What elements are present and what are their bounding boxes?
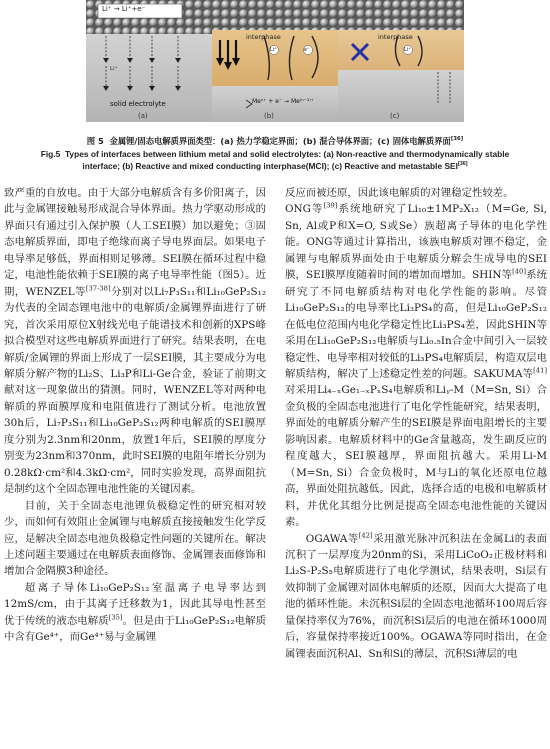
paragraph-text: 超离子导体Li₁₀GeP₂S₁₂室温离子电导率达到12mS/cm，由于其离子迁移数为1，因此其导电性甚至优于传统的液态电解质 <box>4 581 266 627</box>
paragraph <box>4 498 266 580</box>
panel-c-drawing <box>338 0 464 122</box>
paragraph-text: 分别对以Li₇P₃S₁₁和Li₁₀GeP₂S₁₂为代表的全固态锂电池中的电解质/金属锂界面进行了研究，首次采用原位X射线光电子能谱技术和创新的XPS峰拟合模型对这些电解质界面进行了研究。结果表明，在电解质/金属锂的界面上形成了一层SEI膜，其主要成分为电解质分解产物的Li₂S、Li₃P和Li-Ge合金，验证了前期文献对这一现象做出的猜测。同时，WENZEL等对两种电解质的界面膜厚度和电阻值进行了测试分析。电池放置30h后，Li₇P₃S₁₁和Li₁₀GeP₂S₁₂两种电解质的SEI膜厚度分别为2.3nm和20nm，放置1年后，SEI膜的厚度分别变为23nm和370nm，此时SEI膜的电阻年增长分别为0.28kΩ·cm²和4.3kΩ·cm²，同时实验发现，高界面阻抗是制约这个全固态锂电池性能的关键因素。 <box>4 285 266 496</box>
caption-en-text: Types of interfaces between lithium metal and solid electrolytes: (a) Non-reactive and thermodynamically stable interface; (b) Reactive and mixed conducting interphase(MCI); (c) Reactive and metastable SEI <box>64 149 510 171</box>
citation: [37-38] <box>85 284 111 293</box>
solid-electrolyte-layer <box>86 34 212 122</box>
paragraph-text: ONG等 <box>285 203 324 216</box>
panel-a-tag: (a) <box>138 112 148 120</box>
paragraph-text: OGAWA等 <box>305 532 359 545</box>
figure-panel-c <box>338 0 464 122</box>
paragraph-text: 目前，关于全固态电池锂负极稳定性的研究相对较少，而如何有效阻止金属锂与电解质直接接触发生化学反应，是解决全固态电池负极稳定性问题的关键所在。解决上述问题主要通过在电解质表面修饰、金属锂表面修饰和增加合金隔膜3种途径。 <box>4 499 266 578</box>
paragraph-text: 。但是由于Li₁₀GeP₂S₁₂电解质中含有Ge⁴⁺，而Ge⁴⁺易与金属锂 <box>4 614 267 644</box>
figure-caption-english <box>40 149 510 172</box>
paragraph <box>4 185 266 498</box>
paragraph <box>285 185 547 201</box>
figure-panel-a <box>86 0 212 122</box>
figure-5 <box>86 0 464 132</box>
panel-c-tag: (c) <box>390 112 400 120</box>
panel-b-ion-label: Li⁺ <box>270 47 277 53</box>
panel-c-interphase-label: interphase <box>378 33 413 41</box>
panel-a-ion-label: Li⁺ <box>110 66 118 72</box>
caption-cn-ref: [36] <box>450 136 464 143</box>
lithium-metal-layer <box>212 0 338 30</box>
citation: [40] <box>512 267 526 276</box>
paragraph-text: 对采用Li₄₋ₓGe₁₋ₓPₓS₄电解质和Liᵧ-M（M=Sn, Si）合金负极的全固态电池进行了电化学性能研究，结果表明，界面处的电解质分解产生的SEI膜是界面电阻增长的主要影响因素。电解质材料中的Ge含量越高，发生副反应的程度越大，SEI膜越厚，界面阻抗越大。采用Li-M（M=Sn, Si）合金负极时，M与Li的氧化还原电位越高，界面处阻抗越低。因此，选择合适的电极和电解质材料，并优化其组分比例是提高全固态电池性能的关键因素。 <box>285 384 547 529</box>
panel-a-solid-electrolyte-label: solid electrolyte <box>110 100 166 108</box>
caption-cn-text: 金属锂/固态电解质界面类型：(a) 热力学稳定界面；(b) 混合导体界面；(c) 固体电解质界面 <box>109 136 451 146</box>
paragraph-text: 致严重的自放电。由于大部分电解质含有多价阳离子，因此与金属锂接触易形成混合导体界面。热力学驱动形成的界面只有通过引入保护膜（人工SEI膜）加以避免；③固态电解质界面，即电子绝缘而离子导电界面层。如果电子电导率足够低，界面相则足够薄。SEI膜在循环过程中稳定，电池性能依赖于SEI膜的离子电导率性能（图5）。近期，WENZEL等 <box>4 187 266 298</box>
paragraph <box>285 201 547 530</box>
paragraph-text: 采用激光脉冲沉积法在金属Li的表面沉积了一层厚度为20nm的Si，采用LiCoO₂正极材料和Li₂S-P₂S₅电解质进行了电化学测试，结果表明，Si层有效抑制了金属锂对固体电解质的还原，因而大大提高了电池的循环性能。未沉积Si层的全固态电池循环100周后容量保持率仅为76%，而沉积Si层后的电池在循环1000周后，容量保持率接近100%。OGAWA等同时指出，在金属锂表面沉积Al、Sn和Si的薄层，沉积Si薄层的电 <box>285 532 547 660</box>
body-column-left <box>4 185 266 646</box>
solid-electrolyte-layer <box>338 70 464 122</box>
figure-caption-chinese <box>0 135 550 147</box>
citation: [35] <box>108 613 123 622</box>
citation: [39] <box>323 201 338 210</box>
citation: [42] <box>358 531 373 540</box>
panel-b-reaction-label: Meⁿ⁺ + e⁻ → Me⁽ⁿ⁻¹⁾⁺ <box>252 98 314 105</box>
caption-cn-label: 图 5 <box>86 136 104 146</box>
panel-b-interphase-label: interphase <box>246 33 281 41</box>
paragraph <box>285 531 547 663</box>
paragraph-text: 系统研究了不同电解质结构对电化学性能的影响。尽管Li₁₀GeP₂S₁₂的电导率比Li₃PS₄的高，但是Li₁₀GeP₂S₁₂在低电位范围内电化学稳定性比Li₃PS₄差，因此SHIN等采用在Li₁₀GeP₂S₁₂电解质与Li₀.₅In合金中间引入一层较稳定性、电导率相对较低的Li₃PS₄电解质层，构造双层电解质结构，解决了上述稳定性差的问题。SAKUMA等 <box>285 269 548 380</box>
panel-c-ion-label: Li⁺ <box>404 47 411 53</box>
figure-panel-b <box>212 0 338 122</box>
body-column-right <box>285 185 547 662</box>
paragraph-text: 系统地研究了Li₁₀±1MP₂X₁₂（M=Ge, Si, Sn, Al或P和X=O, S或Se）族超离子导体的电化学性能。ONG等通过计算指出，该族电解质对锂不稳定，金属锂与电解质界面处由于电解质分解会生成导电的SEI膜，SEI膜厚度随着时间的增加而增加。SHIN等 <box>285 203 547 282</box>
citation: [41] <box>533 366 547 375</box>
panel-b-electron-label: e⁻ <box>304 47 310 53</box>
lithium-metal-layer <box>338 0 464 30</box>
caption-en-label: Fig.5 <box>40 149 61 159</box>
caption-en-ref: [36] <box>457 160 468 167</box>
paragraph <box>4 580 266 646</box>
panel-b-tag: (b) <box>264 112 274 120</box>
paragraph-text: 反应而被还原，因此该电解质的对锂稳定性较差。 <box>285 187 514 199</box>
panel-a-reaction-label: Li⁺ → Li⁺+e⁻ <box>102 5 146 13</box>
